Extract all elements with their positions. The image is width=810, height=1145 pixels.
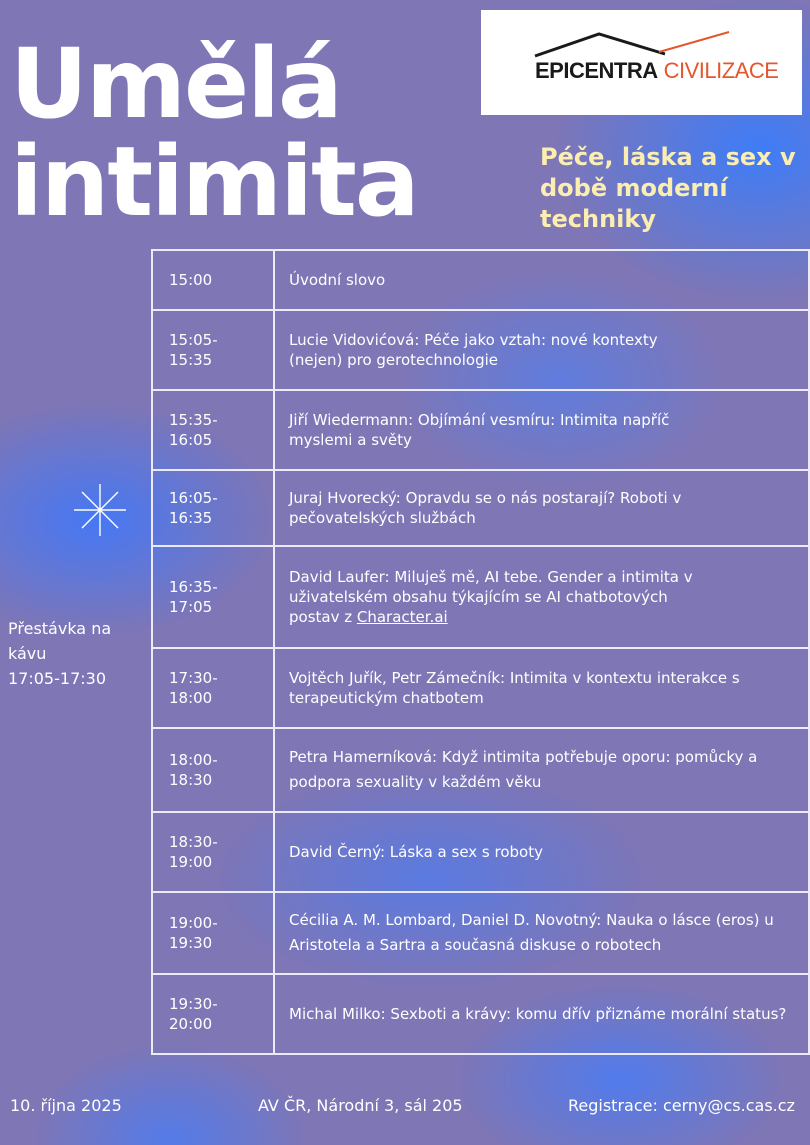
epicentra-civilizace-logo [481,10,802,115]
sparkle-icon [74,484,126,536]
schedule-row [152,648,809,728]
break-line-2: kávu [8,644,47,663]
time-cell: 17:30- 18:00 [152,648,274,728]
talk-cell: David Černý: Láska a sex s roboty [274,812,809,892]
poster-title [10,28,418,238]
time-cell: 15:00 [152,250,274,310]
time-cell: 16:35- 17:05 [152,546,274,648]
time-cell: 15:05- 15:35 [152,310,274,390]
roof-icon [533,30,733,60]
schedule-row [152,728,809,812]
talk-cell: Lucie Vidovićová: Péče jako vztah: nové kontexty (nejen) pro gerotechnologie [274,310,809,390]
character-ai-link[interactable]: Character.ai [356,608,448,626]
event-date: 10. října 2025 [10,1096,122,1115]
time-cell: 18:00- 18:30 [152,728,274,812]
talk-cell: David Laufer: Miluješ mě, AI tebe. Gender a intimita v uživatelském obsahu týkajícím se AI chatbotových postav z Character.ai [274,546,809,648]
schedule-row [152,546,809,648]
time-cell: 16:05- 16:35 [152,470,274,546]
schedule-row [152,390,809,470]
logo-word-1: EPICENTRA [535,58,658,83]
schedule-row [152,974,809,1054]
coffee-break-note [8,616,138,691]
talk-cell: Úvodní slovo [274,250,809,310]
poster-subtitle: Péče, láska a sex v době moderní techniky [540,143,796,233]
talk-cell: Cécilia A. M. Lombard, Daniel D. Novotný: Nauka o lásce (eros) u Aristotela a Sartra a současná diskuse o robotech [274,892,809,974]
title-line-1: Umělá [10,28,341,140]
event-venue: AV ČR, Národní 3, sál 205 [258,1096,463,1115]
schedule-row [152,310,809,390]
schedule-row [152,470,809,546]
schedule-table [151,249,810,1055]
schedule-row [152,812,809,892]
talk-cell: Juraj Hvorecký: Opravdu se o nás postarají? Roboti v pečovatelských službách [274,470,809,546]
schedule-row [152,250,809,310]
schedule-row [152,892,809,974]
time-cell: 19:00- 19:30 [152,892,274,974]
time-cell: 15:35- 16:05 [152,390,274,470]
talk-cell: Michal Milko: Sexboti a krávy: komu dřív přiznáme morální status? [274,974,809,1054]
time-cell: 18:30- 19:00 [152,812,274,892]
talk-cell: Petra Hamerníková: Když intimita potřebuje oporu: pomůcky a podpora sexuality v každém věku [274,728,809,812]
break-line-1: Přestávka na [8,619,112,638]
registration-email[interactable]: Registrace: cerny@cs.cas.cz [568,1096,795,1115]
time-cell: 19:30- 20:00 [152,974,274,1054]
break-time: 17:05-17:30 [8,669,106,688]
talk-cell: Vojtěch Juřík, Petr Zámečník: Intimita v kontextu interakce s terapeutickým chatbotem [274,648,809,728]
logo-word-2: CIVILIZACE [663,58,779,83]
talk-cell: Jiří Wiedermann: Objímání vesmíru: Intimita napříč myslemi a světy [274,390,809,470]
title-line-2: intimita [10,126,418,238]
